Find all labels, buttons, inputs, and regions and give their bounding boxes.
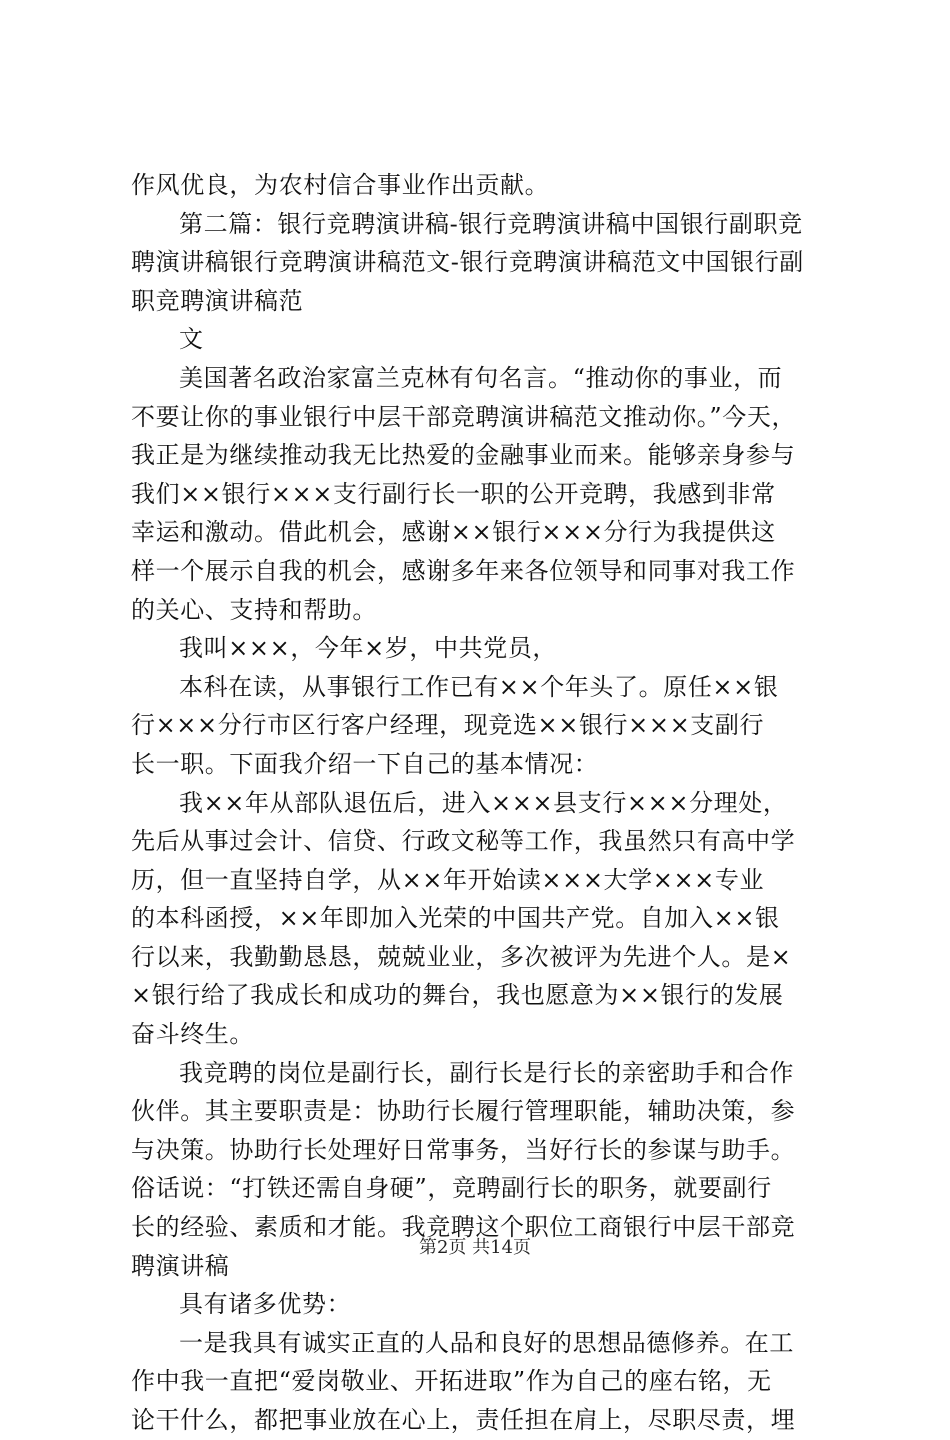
text-line: 美国著名政治家富兰克林有句名言。“推动你的事业，而 <box>179 363 783 392</box>
text-line: 我正是为继续推动我无比热爱的金融事业而来。能够亲身参与 <box>131 441 796 470</box>
text-line: 幸运和激动。借此机会，感谢××银行×××分行为我提供这 <box>131 518 776 547</box>
text-line: 行以来，我勤勤恳恳，兢兢业业，多次被评为先进个人。是× <box>131 942 792 971</box>
text-line: 聘演讲稿银行竞聘演讲稿范文-银行竞聘演讲稿范文中国银行副 <box>131 248 804 277</box>
text-line: ×银行给了我成长和成功的舞台，我也愿意为××银行的发展 <box>131 981 784 1010</box>
text-line: 聘演讲稿 <box>131 1251 230 1280</box>
text-line: 长一职。下面我介绍一下自己的基本情况： <box>131 749 599 778</box>
text-line: 我竞聘的岗位是副行长，副行长是行长的亲密助手和合作 <box>179 1058 794 1087</box>
text-line: 文 <box>179 325 204 354</box>
text-line: 的本科函授，××年即加入光荣的中国共产党。自加入××银 <box>131 904 780 933</box>
text-line: 作风优良，为农村信合事业作出贡献。 <box>131 171 550 199</box>
text-line: 我叫×××，今年×岁，中共党员， <box>179 634 558 663</box>
text-line: 样一个展示自我的机会，感谢多年来各位领导和同事对我工作 <box>131 556 796 585</box>
text-line: 本科在读，从事银行工作已有××个年头了。原任××银 <box>179 672 779 701</box>
text-line: 我们××银行×××支行副行长一职的公开竞聘，我感到非常 <box>131 479 776 508</box>
text-line: 第二篇：银行竞聘演讲稿-银行竞聘演讲稿中国银行副职竞 <box>179 209 803 238</box>
text-line: 长的经验、素质和才能。我竞聘这个职位工商银行中层干部竞 <box>131 1213 796 1242</box>
text-line: 伙伴。其主要职责是：协助行长履行管理职能，辅助决策，参 <box>131 1097 796 1126</box>
text-line: 职竞聘演讲稿范 <box>131 286 304 315</box>
text-line: 历，但一直坚持自学，从××年开始读×××大学×××专业 <box>131 865 765 894</box>
text-line: 的关心、支持和帮助。 <box>131 595 377 624</box>
text-line: 作中我一直把“爱岗敬业、开拓进取”作为自己的座右铭，无 <box>131 1367 772 1396</box>
text-line: 一是我具有诚实正直的人品和良好的思想品德修养。在工 <box>179 1328 794 1357</box>
text-line: 奋斗终生。 <box>131 1020 254 1049</box>
text-line: 不要让你的事业银行中层干部竞聘演讲稿范文推动你。”今天， <box>131 402 797 431</box>
text-line: 俗话说：“打铁还需自身硬”，竞聘副行长的职务，就要副行 <box>131 1174 772 1203</box>
text-line: 与决策。协助行长处理好日常事务，当好行长的参谋与助手。 <box>131 1135 796 1164</box>
text-line: 先后从事过会计、信贷、行政文秘等工作，我虽然只有高中学 <box>131 827 796 856</box>
page-number-footer: 第2页 共14页 <box>418 1237 532 1258</box>
text-line: 具有诸多优势： <box>179 1290 352 1319</box>
text-line: 论干什么，都把事业放在心上，责任担在肩上，尽职尽责，埋 <box>131 1406 796 1434</box>
text-line: 我××年从部队退伍后，进入×××县支行×××分理处， <box>179 788 788 817</box>
text-line: 行×××分行市区行客户经理，现竞选××银行×××支副行 <box>131 711 765 740</box>
